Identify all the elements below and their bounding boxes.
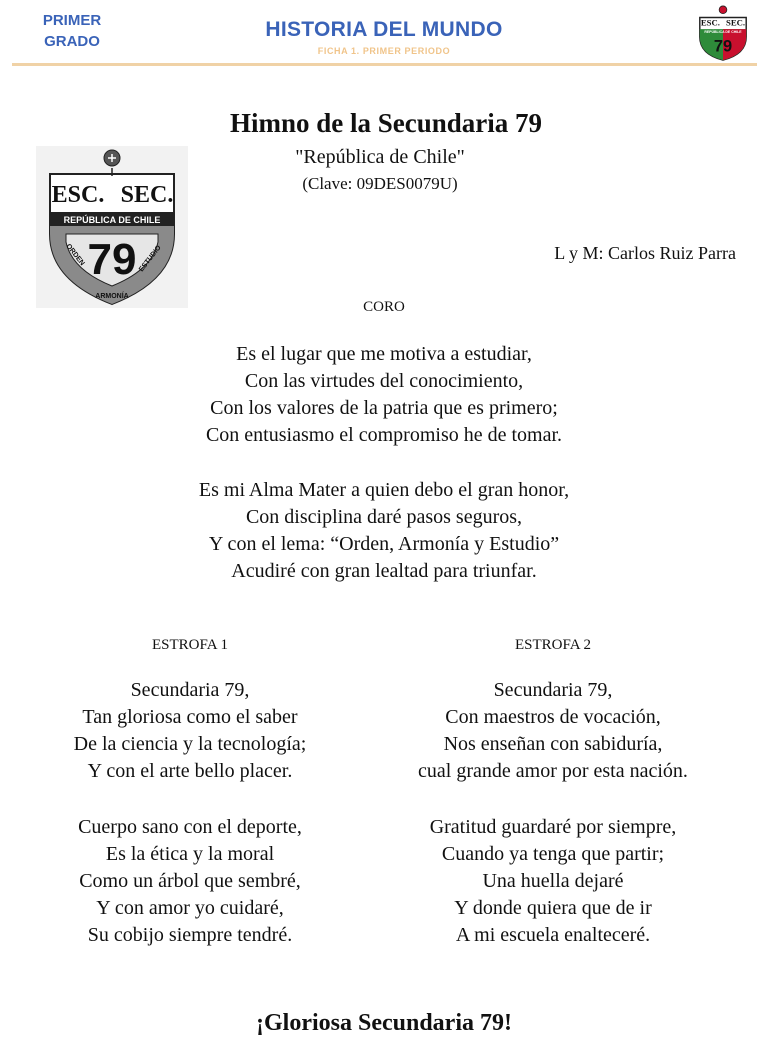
stanza-2-verse-1: Secundaria 79, Con maestros de vocación, Nos enseñan con sabiduría, cual grande amor por esta nación. bbox=[418, 679, 688, 782]
svg-text:SEC.: SEC. bbox=[726, 17, 746, 28]
chorus-verse-1: Es el lugar que me motiva a estudiar, Con las virtudes del conocimiento, Con los valores de la patria que es primero; Con entusiasmo el compromiso he de tomar. bbox=[205, 343, 563, 446]
page-header bbox=[0, 0, 768, 66]
stanza-2-heading: ESTROFA 2 bbox=[515, 637, 591, 653]
stanza-1-verse-2: Cuerpo sano con el deporte, Es la ética y la moral Como un árbol que sembré, Y con amor yo cuidaré, Su cobijo siempre tendré. bbox=[78, 816, 302, 946]
svg-text:ORDEN: ORDEN bbox=[64, 242, 86, 268]
school-crest bbox=[36, 146, 188, 308]
closing-line: ¡Gloriosa Secundaria 79! bbox=[256, 1010, 512, 1036]
stanza-1-verse-1: Secundaria 79, Tan gloriosa como el saber De la ciencia y la tecnología; Y con el arte bello placer. bbox=[73, 679, 307, 782]
chorus-heading: CORO bbox=[363, 299, 405, 315]
anthem-title: Himno de la Secundaria 79 bbox=[229, 108, 543, 138]
chorus-verse-2: Es mi Alma Mater a quien debo el gran honor, Con disciplina daré pasos seguros, Y con el lema: “Orden, Armonía y Estudio” Acudiré con gran lealtad para triunfar. bbox=[198, 479, 570, 582]
stanza-2-verse-2: Gratitud guardaré por siempre, Cuando ya tenga que partir; Una huella dejaré Y donde quiera que de ir A mi escuela enalteceré. bbox=[429, 816, 677, 946]
svg-text:79: 79 bbox=[713, 37, 733, 56]
svg-text:ESTUDIO: ESTUDIO bbox=[138, 244, 163, 274]
svg-text:ESC.: ESC. bbox=[51, 182, 105, 208]
anthem-subtitle: "República de Chile" bbox=[295, 146, 465, 168]
svg-text:REPÚBLICA DE CHILE: REPÚBLICA DE CHILE bbox=[704, 30, 742, 34]
svg-text:79: 79 bbox=[87, 235, 137, 284]
svg-text:REPÚBLICA DE CHILE: REPÚBLICA DE CHILE bbox=[63, 215, 161, 225]
grade-label: PRIMER GRADO bbox=[42, 12, 102, 50]
svg-text:SEC.: SEC. bbox=[120, 182, 174, 208]
stanza-1-heading: ESTROFA 1 bbox=[152, 637, 228, 653]
svg-text:ESC.: ESC. bbox=[700, 17, 720, 28]
author-credit: L y M: Carlos Ruiz Parra bbox=[554, 243, 736, 263]
header-divider bbox=[12, 63, 757, 66]
svg-text:ARMONÍA: ARMONÍA bbox=[95, 293, 129, 300]
worksheet-subtitle: FICHA 1. PRIMER PERIODO bbox=[317, 46, 451, 56]
school-key: (Clave: 09DES0079U) bbox=[302, 174, 458, 193]
course-title: HISTORIA DEL MUNDO bbox=[265, 18, 503, 41]
school-logo-small bbox=[694, 4, 752, 62]
